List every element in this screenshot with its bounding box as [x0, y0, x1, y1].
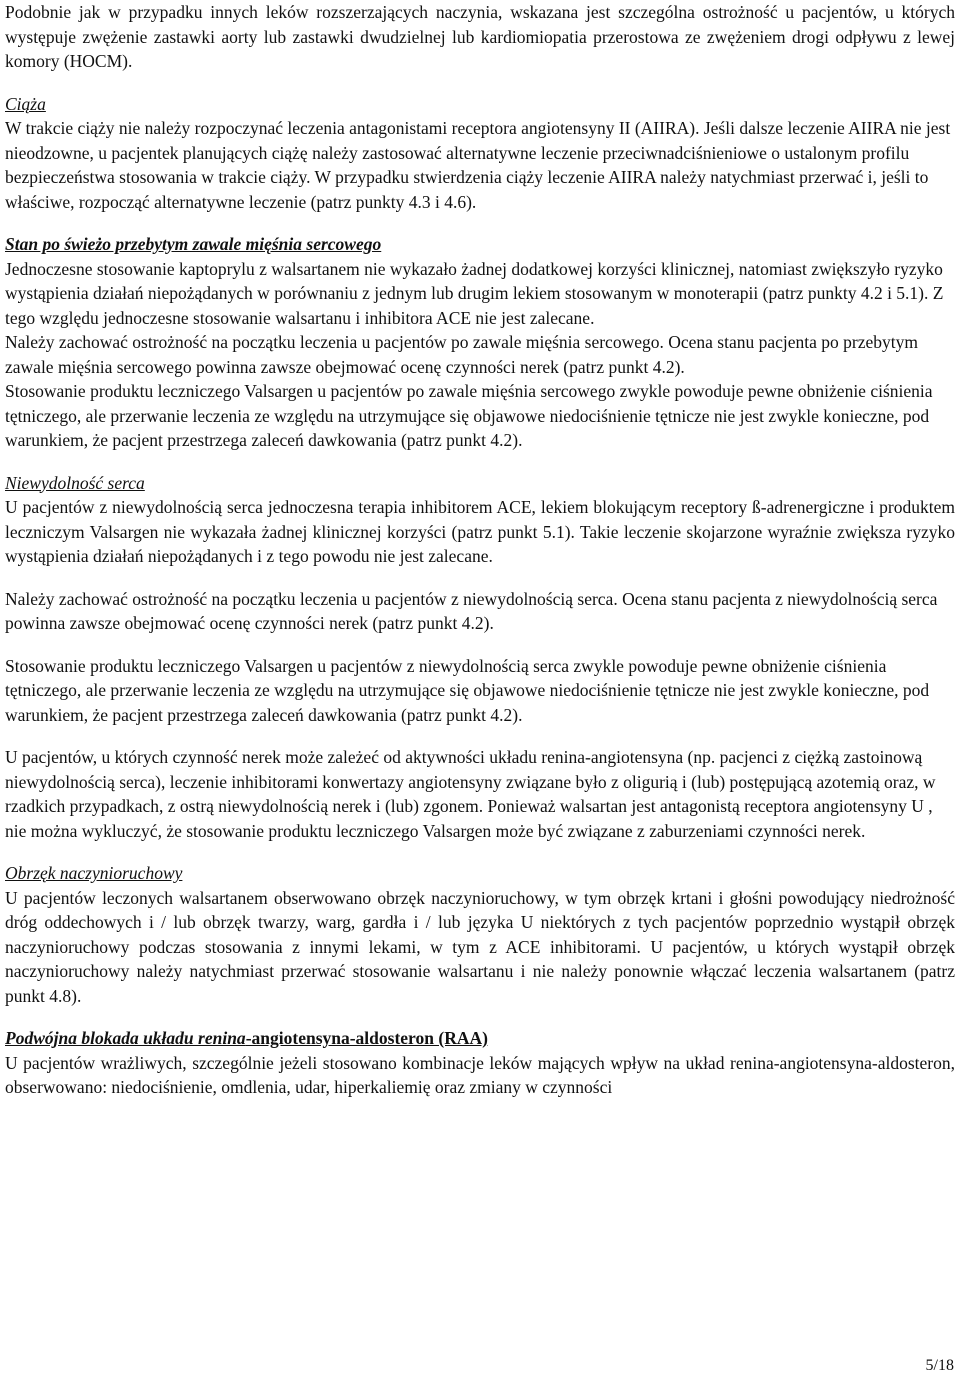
heart-failure-heading: Niewydolność serca: [5, 472, 145, 493]
angioedema-heading: Obrzęk naczynioruchowy: [5, 863, 183, 883]
myocardial-infarction-paragraph-2: Należy zachować ostrożność na początku leczenia u pacjentów po zawale mięśnia sercowego. Ocena stanu pacjenta po przebytym zawale mięśnia sercowego powinna zawsze obejmować ocenę czynności nerek (patrz punkt 4.2).: [5, 332, 918, 377]
intro-paragraph: Podobnie jak w przypadku innych leków rozszerzających naczynia, wskazana jest szczególna ostrożność u pacjentów, u których występuje zwężenie zastawki aorty lub zastawki dwudzielnej lub kardiomiopatia przerostowa ze zwężeniem drogi odpływu z lewej komory (HOCM).: [5, 2, 955, 71]
pregnancy-heading: Ciąża: [5, 93, 46, 114]
pregnancy-paragraph: W trakcie ciąży nie należy rozpoczynać leczenia antagonistami receptora angiotensyny II (AIIRA). Jeśli dalsze leczenie AIIRA nie jest nieodzowne, u pacjentek planujących ciążę należy zastosować alternatywne leczenie przeciwnadciśnieniowe o ustalonym profilu bezpieczeństwa stosowania w trakcie ciąży. W przypadku stwierdzenia ciąży leczenie AIIRA należy natychmiast przerwać i, jeśli to właściwe, rozpocząć alternatywne leczenie (patrz punkty 4.3 i 4.6).: [5, 118, 951, 212]
raa-paragraph: U pacjentów wrażliwych, szczególnie jeżeli stosowano kombinacje leków mających wpływ na układ renina-angiotensyna-aldosteron, obserwowano: niedociśnienie, omdlenia, udar, hiperkaliemię oraz zmiany w czynności: [5, 1052, 955, 1097]
angioedema-paragraph: U pacjentów leczonych walsartanem obserwowano obrzęk naczynioruchowy, w tym obrzęk krtani i głośni powodujący niedrożność dróg oddechowych i / lub obrzęk twarzy, warg, gardła i / lub języka U niektórych z tych pacjentów poprzednio wystąpił obrzęk naczynioruchowy podczas stosowania z innymi lekami, w tym z ACE inhibitorami. U pacjentów, u których wystąpił obrzęk naczynioruchowy należy natychmiast przerwać stosowanie walsartanu i nie należy ponownie włączać leczenia walsartanem (patrz punkt 4.8).: [5, 887, 955, 1006]
raa-heading-bold: -angiotensyna-aldosteron (RAA): [245, 1028, 488, 1048]
myocardial-infarction-paragraph-3: Stosowanie produktu leczniczego Valsargen u pacjentów po zawale mięśnia sercowego zwykle powoduje pewne obniżenie ciśnienia tętniczego, ale przerwanie leczenia ze względu na utrzymujące się objawowe niedociśnienie tętnicze nie jest zwykle konieczne, pod warunkiem, że pacjent przestrzega zaleceń dawkowania (patrz punkt 4.2).: [5, 381, 933, 450]
heart-failure-paragraph-4: U pacjentów, u których czynność nerek może zależeć od aktywności układu renina-angiotensyna (np. pacjenci z ciężką zastoinową niewydolnością serca), leczenie inhibitorami konwertazy angiotensyny związane było z oligurią i (lub) postępującą azotemią oraz, w rzadkich przypadkach, z ostrą niewydolnością nerek i (lub) zgonem. Ponieważ walsartan jest antagonistą receptora angiotensyny U , nie można wykluczyć, że stosowanie produktu leczniczego Valsargen może być związane z zaburzeniami czynności nerek.: [5, 747, 936, 841]
page-number: 5/18: [925, 1357, 954, 1374]
raa-heading-italic: Podwójna blokada układu renina: [5, 1028, 246, 1048]
heart-failure-paragraph-1: U pacjentów z niewydolnością serca jednoczesna terapia inhibitorem ACE, lekiem blokującym receptory ß-adrenergiczne i produktem leczniczym Valsargen nie wykazała żadnej klinicznej korzyści (patrz punkt 5.1). Takie leczenie skojarzone wyraźnie zwiększa ryzyko wystąpienia działań niepożądanych i z tego powodu nie jest zalecane.: [5, 497, 955, 566]
heart-failure-paragraph-2: Należy zachować ostrożność na początku leczenia u pacjentów z niewydolnością serca. Ocena stanu pacjenta z niewydolnością serca powinna zawsze obejmować ocenę czynności nerek (patrz punkt 4.2).: [5, 588, 938, 633]
document-page: [5, 0, 955, 1100]
myocardial-infarction-paragraph-1: Jednoczesne stosowanie kaptoprylu z walsartanem nie wykazało żadnej dodatkowej korzyści klinicznej, natomiast zwiększyło ryzyko wystąpienia działań niepożądanych w porównaniu z jednym lub drugim lekiem stosowanym w monoterapii (patrz punkty 4.2 i 5.1). Z tego względu jednoczesne stosowanie walsartanu i inhibitora ACE nie jest zalecane.: [5, 258, 944, 328]
heart-failure-paragraph-3: Stosowanie produktu leczniczego Valsargen u pacjentów z niewydolnością serca zwykle powoduje pewne obniżenie ciśnienia tętniczego, ale przerwanie leczenia ze względu na utrzymujące się objawowe niedociśnienie tętnicze nie jest zwykle konieczne, pod warunkiem, że pacjent przestrzega zaleceń dawkowania (patrz punkt 4.2).: [5, 655, 930, 725]
myocardial-infarction-heading: Stan po świeżo przebytym zawale mięśnia sercowego: [5, 234, 382, 254]
raa-heading: [5, 1026, 955, 1051]
